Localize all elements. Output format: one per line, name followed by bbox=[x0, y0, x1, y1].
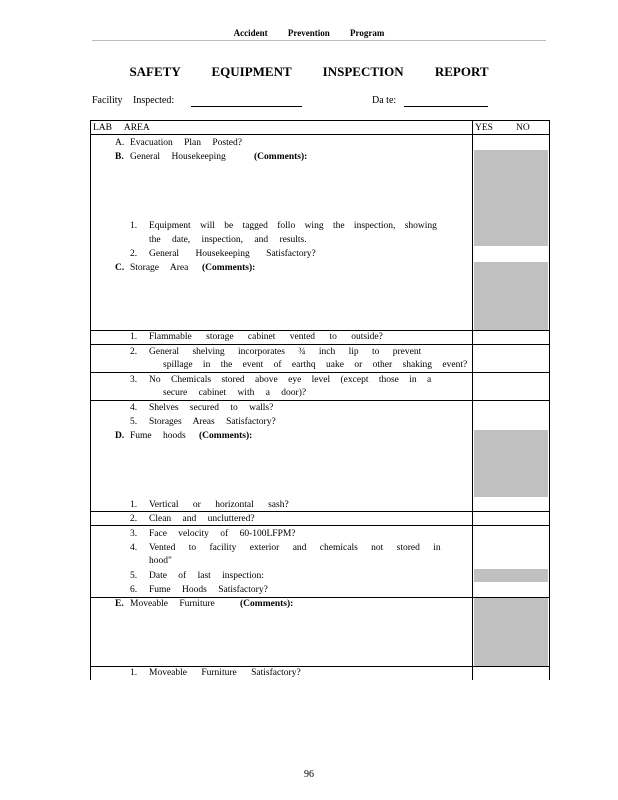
date-field[interactable] bbox=[404, 106, 488, 107]
item-b1-num: 1. bbox=[130, 221, 138, 231]
item-d3-num: 3. bbox=[130, 529, 138, 539]
row-rule bbox=[90, 344, 549, 345]
item-e1-num: 1. bbox=[130, 668, 138, 678]
item-b-comments: (Comments): bbox=[254, 152, 308, 162]
item-d-text: Fume hoods bbox=[130, 431, 186, 441]
item-c4-num: 4. bbox=[130, 403, 138, 413]
item-c-letter: C. bbox=[115, 263, 125, 273]
item-b-text: General Housekeeping bbox=[130, 152, 226, 162]
item-e-letter: E. bbox=[115, 599, 124, 609]
item-b1-line1: Equipment will be tagged follo wing the inspection, showing bbox=[149, 221, 437, 231]
page-title: SAFETY EQUIPMENT INSPECTION REPORT bbox=[129, 64, 489, 79]
item-c-text: Storage Area bbox=[130, 263, 189, 273]
shaded-cell-d bbox=[474, 430, 548, 497]
item-a-text: Evacuation Plan Posted? bbox=[130, 138, 242, 148]
item-c2-line1: General shelving incorporates ¾ inch lip to prevent bbox=[149, 347, 422, 357]
item-c4-text: Shelves secured to walls? bbox=[149, 403, 274, 413]
col-no: NO bbox=[516, 123, 530, 133]
item-b2-num: 2. bbox=[130, 249, 138, 259]
item-b-letter: B. bbox=[115, 152, 124, 162]
row-rule bbox=[90, 372, 549, 373]
item-e-text: Moveable Furniture bbox=[130, 599, 215, 609]
item-d1-text: Vertical or horizontal sash? bbox=[149, 500, 289, 510]
header-rule bbox=[92, 40, 546, 41]
item-d6-num: 6. bbox=[130, 585, 138, 595]
item-d-comments: (Comments): bbox=[199, 431, 253, 441]
item-d4-line1: Vented to facility exterior and chemicals not stored in bbox=[149, 543, 441, 553]
item-d5-num: 5. bbox=[130, 571, 138, 581]
item-e1-text: Moveable Furniture Satisfactory? bbox=[149, 668, 301, 678]
shaded-cell-e bbox=[474, 598, 548, 666]
shaded-cell-d5 bbox=[474, 569, 548, 582]
col-yes: YES bbox=[475, 123, 493, 133]
item-d4-line2: hood" bbox=[149, 556, 172, 566]
item-c3-num: 3. bbox=[130, 375, 138, 385]
item-d3-text: Face velocity of 60-100LFPM? bbox=[149, 529, 296, 539]
item-c-comments: (Comments): bbox=[202, 263, 256, 273]
running-header: Accident Prevention Program bbox=[233, 28, 385, 38]
shaded-cell-b bbox=[474, 150, 548, 246]
col-lab-area: LAB AREA bbox=[93, 123, 150, 133]
item-c3-line1: No Chemicals stored above eye level (except those in a bbox=[149, 375, 432, 385]
facility-label: Facility Inspected: bbox=[92, 95, 175, 106]
page-number: 96 bbox=[304, 769, 314, 780]
table-top-border bbox=[90, 120, 549, 121]
facility-field[interactable] bbox=[191, 106, 302, 107]
shaded-cell-c bbox=[474, 262, 548, 330]
item-b1-line2: the date, inspection, and results. bbox=[149, 235, 307, 245]
item-c5-text: Storages Areas Satisfactory? bbox=[149, 417, 276, 427]
item-d2-text: Clean and uncluttered? bbox=[149, 514, 255, 524]
item-c2-num: 2. bbox=[130, 347, 138, 357]
item-d6-text: Fume Hoods Satisfactory? bbox=[149, 585, 268, 595]
item-a-letter: A. bbox=[115, 138, 125, 148]
date-label: Da te: bbox=[372, 95, 397, 106]
item-c3-line2: secure cabinet with a door)? bbox=[163, 388, 307, 398]
item-d4-num: 4. bbox=[130, 543, 138, 553]
item-d-letter: D. bbox=[115, 431, 125, 441]
table-right-border bbox=[549, 120, 550, 680]
item-c1-text: Flammable storage cabinet vented to outside? bbox=[149, 332, 383, 342]
item-d1-num: 1. bbox=[130, 500, 138, 510]
item-e-comments: (Comments): bbox=[240, 599, 294, 609]
item-c2-line2: spillage in the event of earthq uake or other shaking event? bbox=[163, 360, 468, 370]
item-c1-num: 1. bbox=[130, 332, 138, 342]
row-rule bbox=[90, 400, 549, 401]
item-d2-num: 2. bbox=[130, 514, 138, 524]
item-c5-num: 5. bbox=[130, 417, 138, 427]
item-b2-text: General Housekeeping Satisfactory? bbox=[149, 249, 316, 259]
item-d5-text: Date of last inspection: bbox=[149, 571, 264, 581]
